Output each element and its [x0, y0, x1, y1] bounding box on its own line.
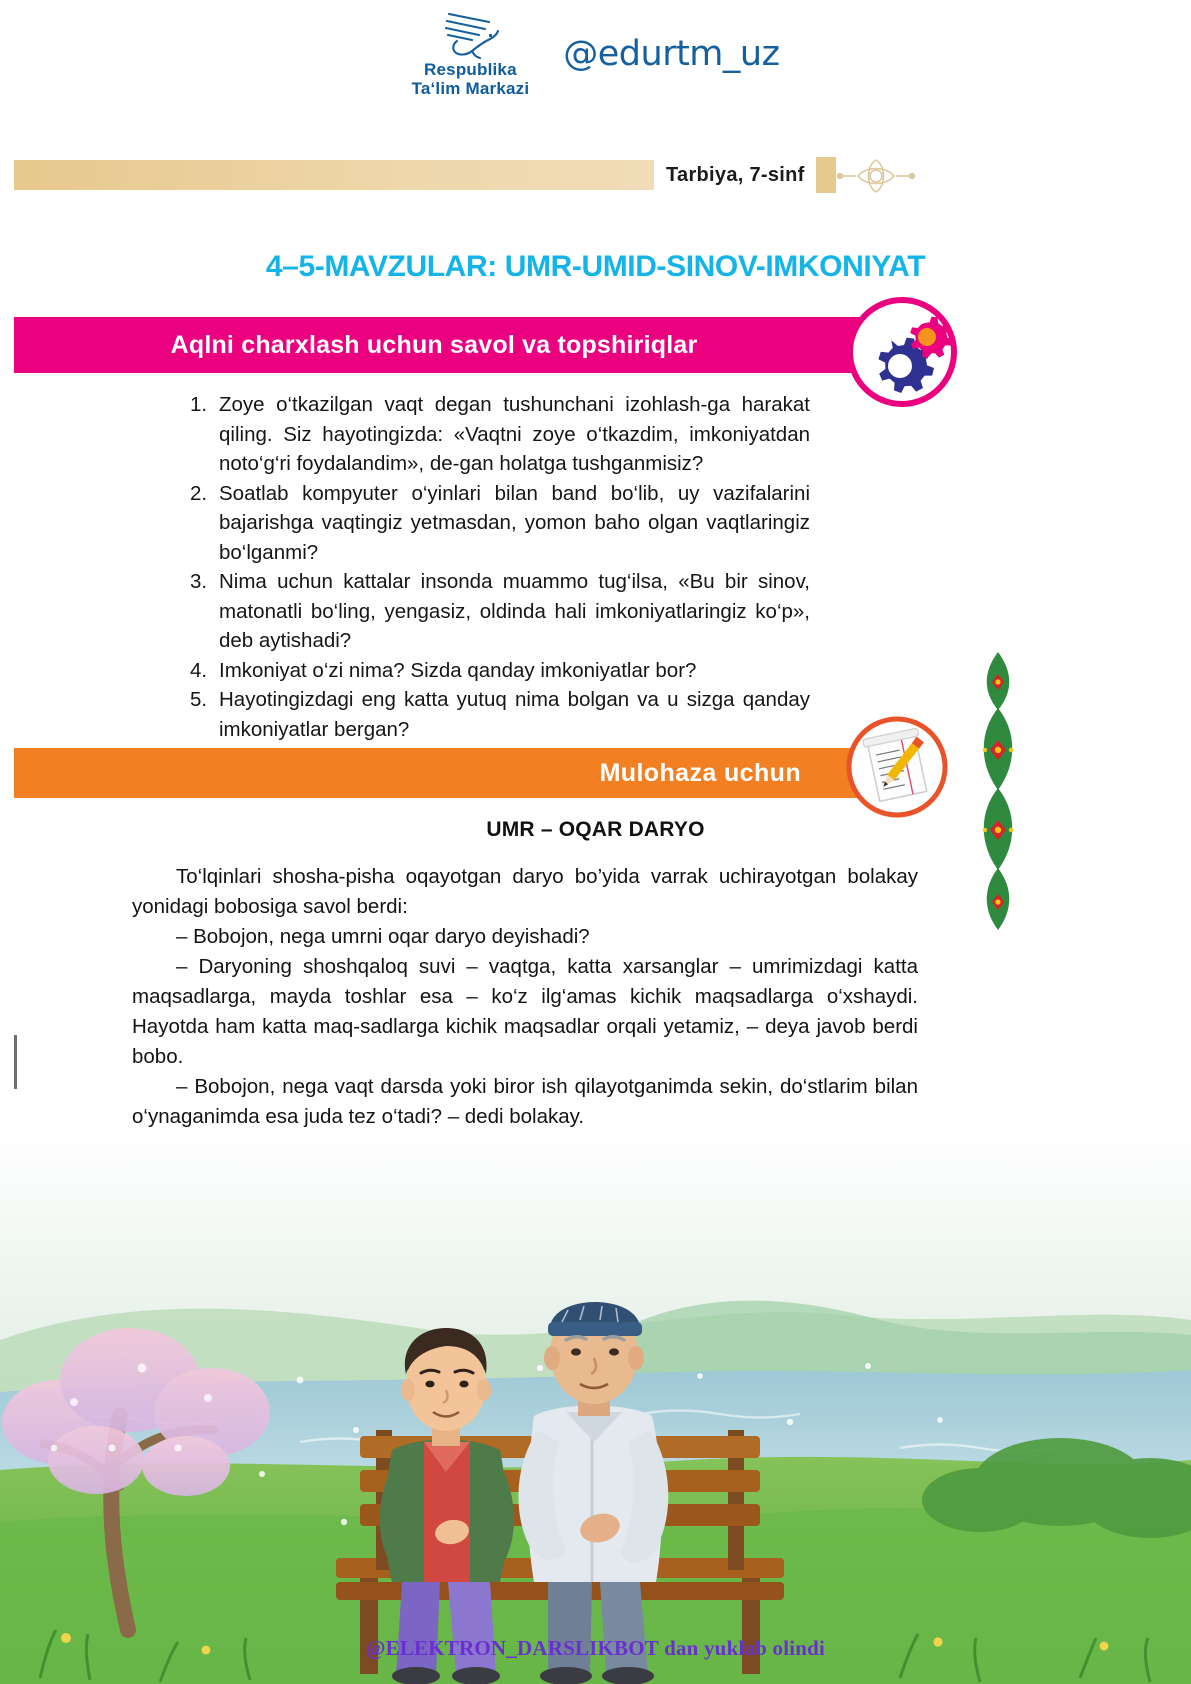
running-head-tab — [816, 157, 836, 193]
page-title: 4–5-MAVZULAR: UMR-UMID-SINOV-IMKONIYAT — [265, 250, 926, 283]
list-item-text: Zoye o‘tkazilgan vaqt degan tushunchani izohlash-ga harakat qiling. Siz hayotingizda: «Vaqtni zoye o‘tkazdim, imkoniyatdan noto‘g‘ri foydalandim», de-gan holatga tushganmisiz? — [219, 393, 810, 475]
list-item-text: Soatlab kompyuter o‘yinlari bilan band bo‘lib, uy vazifalarini bajarishga vaqtingiz yetmasdan, yomon baho olgan vaqtlaringiz bo‘lganmi? — [219, 481, 810, 564]
download-watermark: @ELEKTRON_DARSLIKBOT dan yuklab olindi — [365, 1636, 826, 1660]
boy-and-grandfather-on-bench-by-river-illustration — [0, 1130, 1191, 1684]
list-item-number: 5. — [190, 688, 208, 711]
list-item-text: Nima uchun kattalar insonda muammo tug‘ilsa, «Bu bir sinov, matonatli bo‘ling, yengasiz, oldinda hali imkoniyatlaringiz ko‘p», deb aytishadi? — [219, 570, 810, 652]
questions-banner — [14, 317, 894, 373]
list-item-number: 4. — [190, 658, 208, 682]
floral-ornament-icon — [834, 152, 918, 200]
notepad-pencil-icon — [845, 715, 949, 819]
respublika-talim-markazi-logo — [412, 10, 530, 98]
logo-line-1: Respublika — [424, 60, 517, 80]
logo-band — [0, 6, 1191, 102]
list-item — [190, 479, 810, 568]
story-paragraph: – Bobojon, nega umrni oqar daryo deyishadi? — [176, 925, 590, 948]
story-paragraph: To‘lqinlari shosha-pisha oqayotgan daryo bo’yida varrak uchirayotgan bolakay yonidagi bobosiga savol berdi: — [132, 865, 918, 918]
list-item-number: 1. — [190, 393, 208, 416]
story-title: UMR – OQAR DARYO — [486, 818, 705, 841]
list-item — [190, 685, 810, 744]
story-paragraph: – Bobojon, nega vaqt darsda yoki biror ish qilayotganimda sekin, do‘stlarim bilan o‘ynaganimda esa juda tez o‘tadi? – dedi bolakay. — [132, 1075, 918, 1128]
margin-tick — [14, 1035, 17, 1089]
questions-banner-label: Aqlni charxlash uchun savol va topshiriqlar — [170, 330, 698, 359]
questions-list — [190, 390, 810, 744]
running-head-label: Tarbiya, 7-sinf — [666, 164, 805, 186]
list-item — [190, 567, 810, 656]
reflection-banner-label: Mulohaza uchun — [599, 758, 801, 787]
list-item-text: Imkoniyat o‘zi nima? Sizda qanday imkoniyatlar bor? — [219, 658, 697, 682]
logo-line-2: Ta‘lim Markazi — [411, 78, 530, 98]
bottom-illustration — [0, 1130, 1191, 1684]
floral-column-ornament-icon — [963, 648, 1033, 938]
list-item-text: Hayotingizdagi eng katta yutuq nima bolgan va u sizga qanday imkoniyatlar bergan? — [219, 688, 810, 741]
running-head — [0, 155, 1191, 195]
dove-bird-icon — [433, 10, 507, 60]
list-item-number: 3. — [190, 570, 208, 593]
list-item-number: 2. — [190, 481, 208, 505]
list-item — [190, 390, 810, 479]
gears-icon — [846, 296, 958, 408]
reflection-banner — [14, 748, 894, 798]
telegram-handle: @edurtm_uz — [563, 34, 780, 74]
running-head-bar — [14, 160, 654, 190]
list-item — [190, 656, 810, 686]
story-paragraph: – Daryoning shoshqaloq suvi – vaqtga, katta xarsanglar – umrimizdagi katta maqsadlarga, mayda toshlar esa – ko‘z ilg‘amas kichik maqsadlarga o‘xshaydi. Hayotda ham katta maq-sadlarga kichik maqsadlar orqali yetamiz, – deya javob berdi bobo. — [132, 955, 918, 1068]
